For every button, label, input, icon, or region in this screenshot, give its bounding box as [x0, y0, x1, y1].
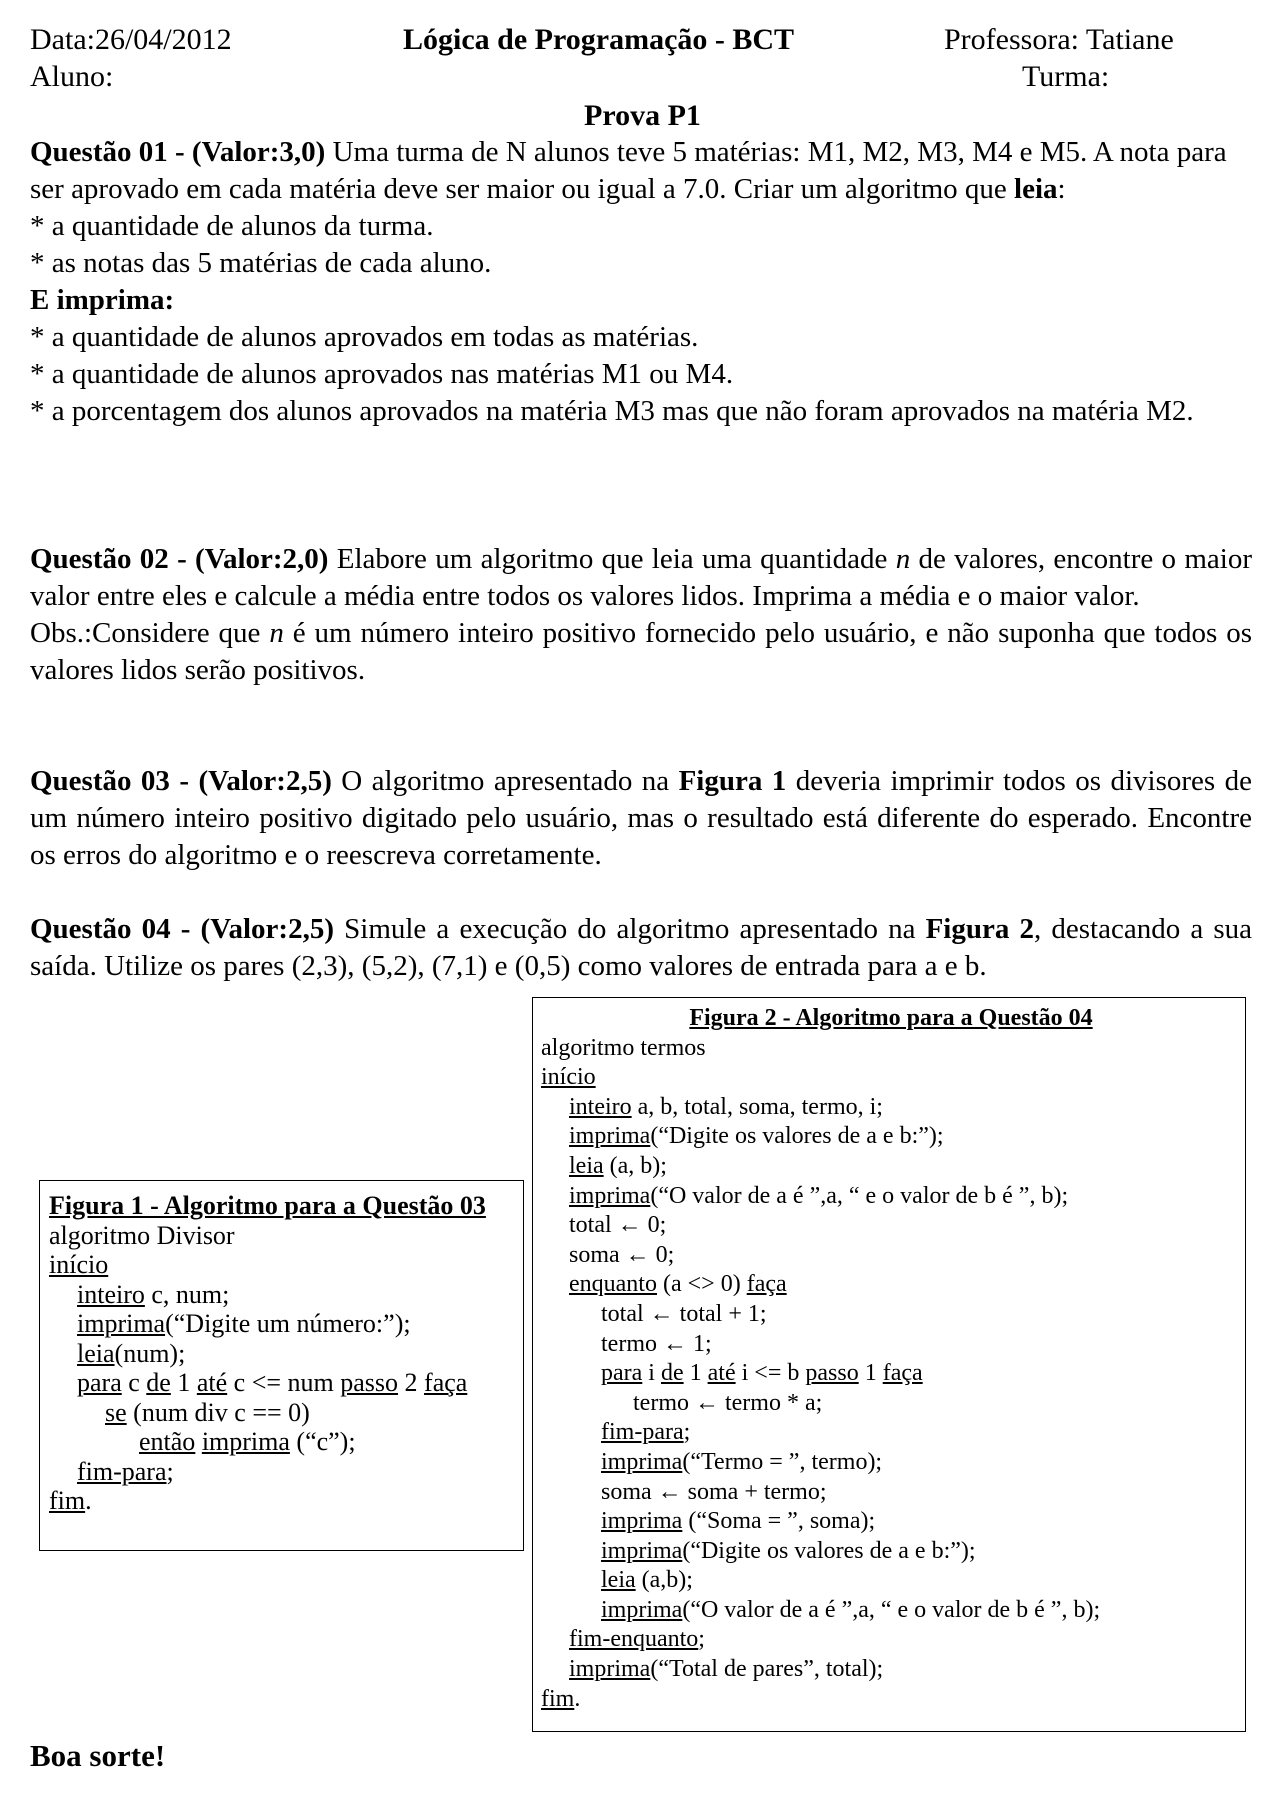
code-keyword: passo: [340, 1368, 399, 1397]
question-1: [30, 134, 1252, 430]
code-keyword: até: [196, 1368, 228, 1397]
q2-label: Questão 02 - (Valor:2,0): [30, 543, 329, 575]
code-line: [541, 1152, 1245, 1182]
code-text: (a,b);: [635, 1567, 693, 1594]
code-keyword: imprima: [601, 1448, 683, 1475]
code-line: [541, 1093, 1245, 1123]
question-3: [30, 763, 1252, 874]
code-keyword: fim: [49, 1486, 86, 1515]
code-text: 1: [683, 1360, 708, 1387]
code-line: [541, 1566, 1245, 1596]
code-line: total ← total + 1;: [601, 1300, 767, 1327]
code-line: termo ← termo * a;: [633, 1389, 823, 1416]
q1-read-item: * a quantidade de alunos da turma.: [30, 210, 434, 242]
code-line: [541, 1448, 1245, 1478]
code-text: (“Total de pares”, total);: [650, 1656, 884, 1683]
q1-imprima: E imprima:: [30, 284, 175, 316]
q1-read-item: * as notas das 5 matérias de cada aluno.: [30, 247, 492, 279]
q2-n: n: [895, 543, 911, 575]
code-text: (“Digite os valores de a e b:”);: [682, 1537, 976, 1564]
figure-2-box: [532, 997, 1246, 1732]
code-keyword: imprima: [569, 1123, 651, 1150]
code-keyword: leia: [569, 1152, 604, 1179]
code-keyword: faça: [882, 1360, 923, 1387]
code-keyword: início: [49, 1250, 109, 1279]
code-keyword: fim-para: [77, 1456, 167, 1486]
q1-print-item: * a quantidade de alunos aprovados nas matérias M1 ou M4.: [30, 358, 734, 390]
code-line: [49, 1339, 523, 1369]
student-label: Aluno:: [30, 60, 114, 93]
code-keyword: para: [77, 1368, 122, 1397]
code-text: (a, b);: [603, 1152, 667, 1179]
code-text: 1: [858, 1360, 883, 1387]
q3-text-1: O algoritmo apresentado na: [331, 765, 679, 797]
code-line: algoritmo Divisor: [49, 1220, 235, 1250]
good-luck-text: Boa sorte!: [30, 1738, 166, 1773]
code-line: algoritmo termos: [541, 1034, 706, 1061]
class-label: Turma:: [1022, 60, 1110, 93]
code-keyword: então: [139, 1427, 196, 1456]
code-line: termo ← 1;: [601, 1330, 712, 1357]
code-keyword: leia: [601, 1567, 636, 1594]
code-keyword: de: [146, 1368, 171, 1397]
exam-title: Prova P1: [584, 99, 701, 132]
code-text: (“c”);: [289, 1427, 356, 1456]
code-keyword: fim: [541, 1685, 575, 1712]
code-text: (a <> 0): [656, 1271, 747, 1298]
code-text: (num div c == 0): [126, 1397, 310, 1427]
code-text: (“O valor de a é ”,a, “ e o valor de b é ”, b);: [682, 1596, 1101, 1623]
q1-intro: Uma turma de N alunos teve 5 matérias: M1, M2, M3, M4 e M5. A nota para ser aprovado em cada matéria deve ser maior ou igual a 7.0. Criar um algoritmo que: [30, 136, 1227, 205]
code-keyword: até: [707, 1360, 736, 1387]
code-line: [49, 1398, 523, 1428]
q2-obs-n: n: [269, 617, 284, 649]
q1-print-item: * a quantidade de alunos aprovados em todas as matérias.: [30, 321, 699, 353]
code-line: [541, 1122, 1245, 1152]
code-line: [541, 1537, 1245, 1567]
code-keyword: passo: [805, 1360, 859, 1387]
code-keyword: de: [660, 1360, 684, 1387]
code-keyword: se: [105, 1397, 127, 1427]
code-text: i: [642, 1360, 661, 1387]
q2-text-2: de valores, encontre o maior valor entre eles e calcule a média entre todos os valores lidos. Imprima a média e o maior valor.: [30, 543, 1252, 612]
code-line: [49, 1280, 523, 1310]
q2-obs-1: Obs.:Considere que: [30, 617, 270, 649]
q3-figure-ref: Figura 1: [678, 765, 787, 797]
code-line: [49, 1486, 523, 1516]
code-line: [49, 1368, 523, 1398]
code-text: ;: [698, 1626, 705, 1653]
q4-text-1: Simule a execução do algoritmo apresentado na: [334, 913, 926, 945]
code-line: soma ← 0;: [569, 1241, 675, 1268]
code-line: [541, 1418, 1245, 1448]
code-text: 1: [170, 1368, 197, 1397]
code-line: soma ← soma + termo;: [601, 1478, 827, 1505]
teacher-name: Professora: Tatiane: [944, 23, 1174, 56]
code-keyword: imprima: [601, 1537, 683, 1564]
code-keyword: início: [541, 1064, 596, 1091]
q4-figure-ref: Figura 2: [925, 913, 1034, 945]
code-text: (“Digite um número:”);: [165, 1309, 411, 1338]
code-text: (“Termo = ”, termo);: [682, 1448, 883, 1475]
figure-1-box: [39, 1180, 524, 1551]
code-line: [541, 1359, 1245, 1389]
code-keyword: enquanto: [569, 1271, 657, 1298]
code-keyword: imprima: [569, 1656, 651, 1683]
code-text: (num);: [114, 1338, 186, 1368]
exam-date: Data:26/04/2012: [30, 23, 232, 56]
code-text: c, num;: [144, 1279, 230, 1309]
code-keyword: faça: [746, 1271, 787, 1298]
figure-1-title: Figura 1 - Algoritmo para a Questão 03: [49, 1191, 486, 1220]
q2-text-1: Elabore um algoritmo que leia uma quantidade: [328, 543, 896, 575]
code-line: [49, 1427, 523, 1457]
code-text: .: [574, 1685, 581, 1712]
code-keyword: imprima: [601, 1596, 683, 1623]
q1-print-item: * a porcentagem dos alunos aprovados na matéria M3 mas que não foram aprovados na matéria M2.: [30, 395, 1194, 427]
code-line: [541, 1625, 1245, 1655]
code-line: [541, 1685, 1245, 1715]
q3-text-2: deveria imprimir todos os divisores de um número inteiro positivo digitado pelo usuário, mas o resultado está diferente do esperado. Encontre os erros do algoritmo e o reescreva corretamente.: [30, 765, 1252, 871]
code-text: ;: [683, 1419, 691, 1446]
code-text: c <= num: [227, 1368, 341, 1397]
code-text: ;: [166, 1456, 174, 1486]
code-line: total ← 0;: [569, 1212, 667, 1239]
q1-colon: :: [1057, 173, 1066, 205]
code-line: [49, 1309, 523, 1339]
code-line: [541, 1655, 1245, 1685]
code-text: i <= b: [735, 1360, 806, 1387]
code-keyword: imprima: [201, 1427, 290, 1456]
q3-label: Questão 03 - (Valor:2,5): [30, 765, 332, 797]
code-keyword: faça: [424, 1368, 468, 1397]
code-keyword: imprima: [569, 1182, 651, 1209]
code-text: .: [85, 1486, 92, 1515]
code-text: a, b, total, soma, termo, i;: [631, 1093, 883, 1120]
code-keyword: imprima: [601, 1508, 683, 1535]
q4-text-2: , destacando a sua saída. Utilize os pares (2,3), (5,2), (7,1) e (0,5) como valores de entrada para a e b.: [30, 913, 1252, 982]
question-2: [30, 541, 1252, 689]
code-keyword: fim-para: [601, 1419, 684, 1446]
code-line: [541, 1507, 1245, 1537]
code-keyword: fim-enquanto: [569, 1626, 699, 1653]
code-text: (“O valor de a é ”,a, “ e o valor de b é ”, b);: [650, 1182, 1069, 1209]
code-line: [541, 1182, 1245, 1212]
code-keyword: imprima: [77, 1309, 166, 1338]
question-4: [30, 911, 1252, 985]
q2-obs-2: é um número inteiro positivo fornecido pelo usuário, e não suponha que todos os valores lidos serão positivos.: [30, 617, 1252, 686]
code-text: (“Digite os valores de a e b:”);: [650, 1123, 944, 1150]
code-line: [541, 1270, 1245, 1300]
code-keyword: para: [601, 1360, 643, 1387]
code-keyword: leia: [77, 1338, 115, 1368]
q1-label: Questão 01 - (Valor:3,0): [30, 136, 326, 168]
code-keyword: inteiro: [569, 1093, 632, 1120]
code-text: (“Soma = ”, soma);: [682, 1508, 876, 1535]
code-line: [541, 1596, 1245, 1626]
code-text: c: [121, 1368, 147, 1397]
code-keyword: inteiro: [77, 1279, 145, 1309]
code-line: [49, 1457, 523, 1487]
code-text: 2: [398, 1368, 425, 1397]
figure-2-title: Figura 2 - Algoritmo para a Questão 04: [689, 1005, 1093, 1031]
course-title: Lógica de Programação - BCT: [403, 23, 795, 56]
q1-leia: leia: [1014, 173, 1058, 205]
q4-label: Questão 04 - (Valor:2,5): [30, 913, 334, 945]
